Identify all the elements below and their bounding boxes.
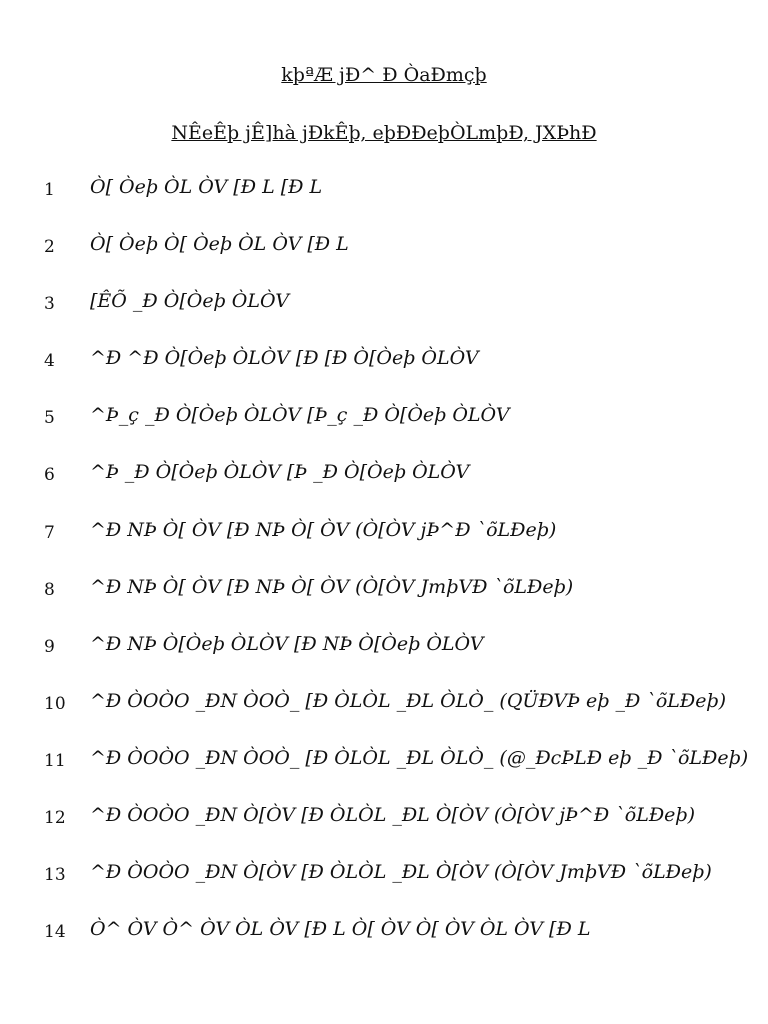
item-number: 1 — [44, 180, 55, 200]
item-number: 6 — [44, 465, 55, 486]
list-item — [0, 857, 768, 914]
item-text: ^Ð NÞ Ò[ ÒV [Ð NÞ Ò[ ÒV (Ò[ÒV jÞ^Ð `õLÐeþ) — [90, 518, 557, 541]
item-text: ^Ð ÒOÒO _ÐN ÒOÒ_ [Ð ÒLÒL _ÐL ÒLÒ_ (@_ÐcÞLÐ eþ _Ð `õLÐeþ) — [90, 746, 749, 769]
item-text: [ÊÕ _Ð Ò[Òeþ ÒLÒV — [90, 290, 289, 313]
item-text: ^Þ _Ð Ò[Òeþ ÒLÒV [Þ _Ð Ò[Òeþ ÒLÒV — [90, 461, 470, 484]
item-number: 3 — [44, 294, 55, 315]
item-text: ^Þ_ç _Ð Ò[Òeþ ÒLÒV [Þ_ç _Ð Ò[Òeþ ÒLÒV — [90, 404, 510, 427]
item-text: Ò[ Òeþ ÒL ÒV [Ð L [Ð L — [90, 176, 323, 198]
document-title: kþªÆ jÐ^ Ð ÒaÐmçþ — [281, 64, 487, 86]
list-item — [0, 229, 768, 286]
item-number: 8 — [44, 579, 55, 600]
list-item — [0, 686, 768, 743]
item-number: 4 — [44, 351, 55, 372]
item-text: Ò^ ÒV Ò^ ÒV ÒL ÒV [Ð L Ò[ ÒV Ò[ ÒV ÒL ÒV [Ð L — [90, 918, 591, 941]
item-number: 10 — [44, 693, 66, 714]
document-subtitle: NÊeÊþ jÊ]hà jÐkÊþ, eþÐÐeþÒLmþÐ, JXÞhÐ — [171, 122, 597, 144]
item-text: ^Ð ÒOÒO _ÐN Ò[ÒV [Ð ÒLÒL _ÐL Ò[ÒV (Ò[ÒV jÞ^Ð `õLÐeþ) — [90, 804, 695, 827]
item-number: 12 — [44, 808, 66, 829]
list-item — [0, 800, 768, 857]
item-text: ^Ð ÒOÒO _ÐN Ò[ÒV [Ð ÒLÒL _ÐL Ò[ÒV (Ò[ÒV JmþVÐ `õLÐeþ) — [90, 861, 712, 884]
item-text: ^Ð ÒOÒO _ÐN ÒOÒ_ [Ð ÒLÒL _ÐL ÒLÒ_ (QÜÐVÞ eþ _Ð `õLÐeþ) — [90, 689, 727, 712]
item-text: Ò[ Òeþ Ò[ Òeþ ÒL ÒV [Ð L — [90, 233, 349, 256]
list-item — [0, 457, 768, 514]
item-text: ^Ð NÞ Ò[ ÒV [Ð NÞ Ò[ ÒV (Ò[ÒV JmþVÐ `õLÐeþ) — [90, 575, 574, 598]
list-item — [0, 572, 768, 629]
list-item — [0, 400, 768, 457]
item-number: 14 — [44, 922, 66, 943]
item-text: ^Ð ^Ð Ò[Òeþ ÒLÒV [Ð [Ð Ò[Òeþ ÒLÒV — [90, 347, 479, 370]
list-item — [0, 743, 768, 800]
list-item — [0, 172, 768, 229]
list-item — [0, 914, 768, 971]
item-number: 2 — [44, 237, 55, 258]
item-number: 9 — [44, 636, 55, 657]
item-number: 7 — [44, 522, 55, 543]
list-item — [0, 629, 768, 686]
list-item — [0, 343, 768, 400]
item-number: 11 — [44, 750, 66, 771]
item-text: ^Ð NÞ Ò[Òeþ ÒLÒV [Ð NÞ Ò[Òeþ ÒLÒV — [90, 632, 484, 655]
list-item — [0, 515, 768, 572]
item-number: 5 — [44, 408, 55, 429]
list-item — [0, 286, 768, 343]
item-number: 13 — [44, 865, 66, 886]
numbered-list — [0, 172, 768, 971]
